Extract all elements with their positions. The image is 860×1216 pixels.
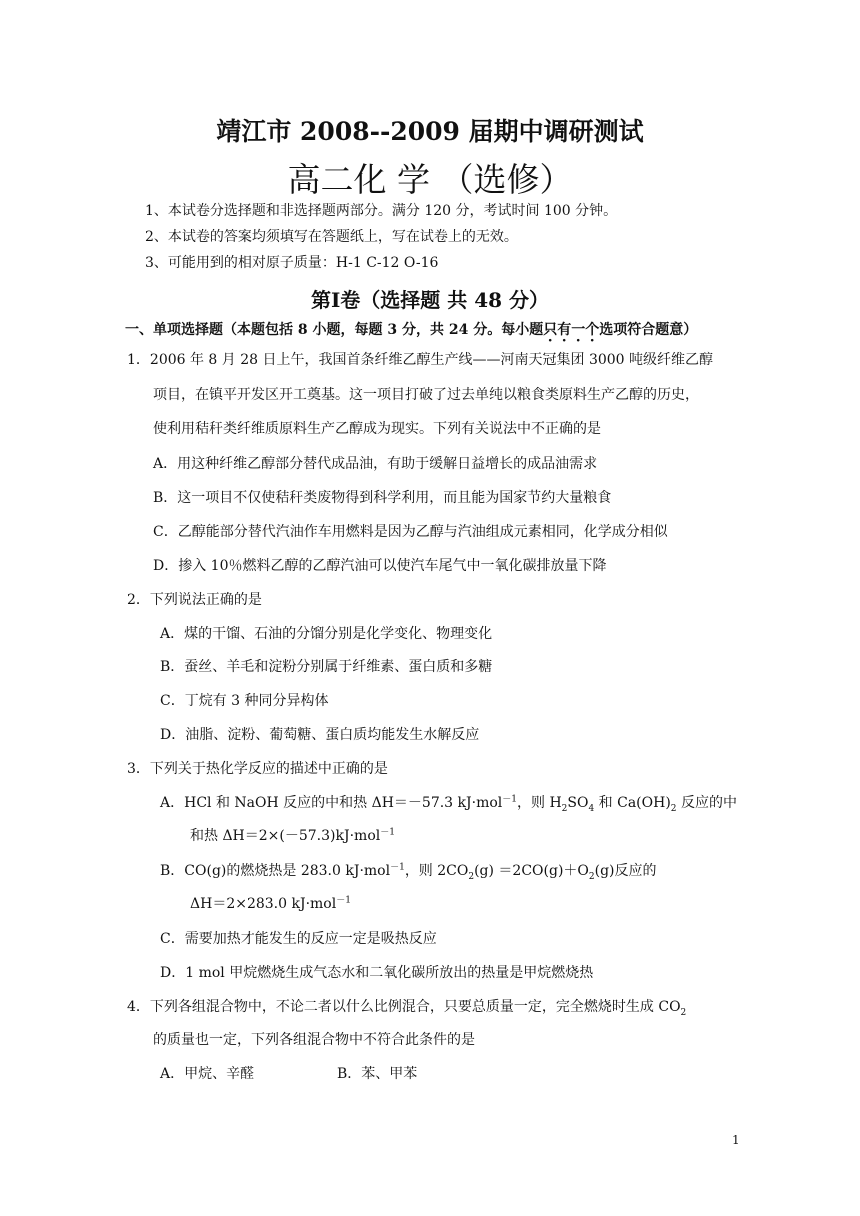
section-heading-emphasis [543,322,599,338]
q3-a-sub-4: 4 [588,803,595,814]
q3-a-sub-2: 2 [561,803,568,814]
q1-option-c: C．乙醇能部分替代汽油作车用燃料是因为乙醇与汽油组成元素相同，化学成分相似 [153,524,668,540]
q2-option-d: D．油脂、淀粉、葡萄糖、蛋白质均能发生水解反应 [160,727,480,743]
q3-a-line2-text: 和热 ΔH＝2×(－57.3)kJ·mol [190,828,381,844]
q3-b-sup: －1 [390,862,405,873]
q3-a-text-2: ，则 H [517,795,562,811]
page-number: 1 [732,1133,740,1147]
q3-b-text-1: B．CO(g)的燃烧热是 283.0 kJ·mol [160,863,391,879]
q3-a-line2-sup: －1 [380,827,395,838]
q3-a-text-3: SO [567,795,589,811]
q3-a-text-5: 反应的中 [676,795,737,811]
q3-b-text-4: (g)反应的 [594,863,657,879]
instruction-1: 1、本试卷分选择题和非选择题两部分。满分 120 分，考试时间 100 分钟。 [145,203,618,219]
q2-option-b: B．蚕丝、羊毛和淀粉分别属于纤维素、蛋白质和多糖 [160,659,493,675]
q4-option-b: B．苯、甲苯 [337,1066,418,1082]
q3-b-sub-2: 2 [468,871,475,882]
emphasis-char: 只 [543,322,558,338]
q2-option-a: A．煤的干馏、石油的分馏分别是化学变化、物理变化 [160,626,493,642]
q2-stem: 2．下列说法正确的是 [127,592,262,608]
section-heading [125,319,697,339]
q1-option-b: B．这一项目不仅使秸秆类废物得到科学利用，而且能为国家节约大量粮食 [153,490,612,506]
q3-a-sub-2b: 2 [670,803,677,814]
q4-stem-text: 4．下列各组混合物中，不论二者以什么比例混合，只要总质量一定，完全燃烧时生成 CO [127,999,681,1015]
q3-option-c: C．需要加热才能发生的反应一定是吸热反应 [160,931,437,947]
q3-b-text-3: (g) ＝2CO(g)＋O [474,863,589,879]
instruction-3: 3、可能用到的相对原子质量：H-1 C-12 O-16 [145,255,439,271]
q3-a-text-1: A．HCl 和 NaOH 反应的中和热 ΔH＝－57.3 kJ·mol [160,795,503,811]
section-title: 第Ⅰ卷（选择题 共 48 分） [310,288,550,312]
q3-b-sub-2b: 2 [588,871,595,882]
q3-a-text-4: 和 Ca(OH) [594,795,671,811]
emphasis-char: 一 [571,322,586,338]
q3-b-line2-text: ΔH＝2×283.0 kJ·mol [190,896,337,912]
q3-b-line2-sup: －1 [336,895,351,906]
q1-stem-line-2: 项目，在镇平开发区开工奠基。这一项目打破了过去单纯以粮食类原料生产乙醇的历史， [153,387,699,403]
section-heading-prefix: 一、单项选择题（本题包括 8 小题，每题 3 分，共 24 分。每小题 [125,322,544,338]
q4-stem-line-1 [127,997,686,1017]
q3-option-a-line-1 [160,793,737,813]
q4-option-a: A．甲烷、辛醛 [160,1066,255,1082]
q1-stem-line-3: 使利用秸秆类纤维质原料生产乙醇成为现实。下列有关说法中不正确的是 [153,421,601,437]
q3-a-sup: －1 [502,794,517,805]
q2-option-c: C．丁烷有 3 种同分异构体 [160,693,329,709]
section-heading-suffix: 选项符合题意） [599,322,698,338]
q3-option-d: D．1 mol 甲烷燃烧生成气态水和二氧化碳所放出的热量是甲烷燃烧热 [160,965,594,981]
q1-stem-line-1: 1．2006 年 8 月 28 日上午，我国首条纤维乙醇生产线——河南天冠集团 3000 吨级纤维乙醇 [127,352,714,368]
q3-option-a-line-2 [190,826,395,846]
q4-stem-sub: 2 [680,1007,687,1018]
exam-subject: 高二化 学 （选修） [287,160,573,199]
q3-stem: 3．下列关于热化学反应的描述中正确的是 [127,761,388,777]
q1-option-a: A．用这种纤维乙醇部分替代成品油，有助于缓解日益增长的成品油需求 [153,456,598,472]
q3-b-text-2: ，则 2CO [404,863,469,879]
exam-title: 靖江市 2008--2009 届期中调研测试 [216,117,644,146]
instruction-2: 2、本试卷的答案均须填写在答题纸上，写在试卷上的无效。 [145,229,518,245]
q1-option-d: D．掺入 10％燃料乙醇的乙醇汽油可以使汽车尾气中一氧化碳排放量下降 [153,558,607,574]
emphasis-char: 个 [585,322,600,338]
emphasis-char: 有 [557,322,572,338]
q3-option-b-line-2 [190,894,351,914]
q4-stem-line-2: 的质量也一定，下列各组混合物中不符合此条件的是 [153,1032,475,1048]
q3-option-b-line-1 [160,861,657,881]
